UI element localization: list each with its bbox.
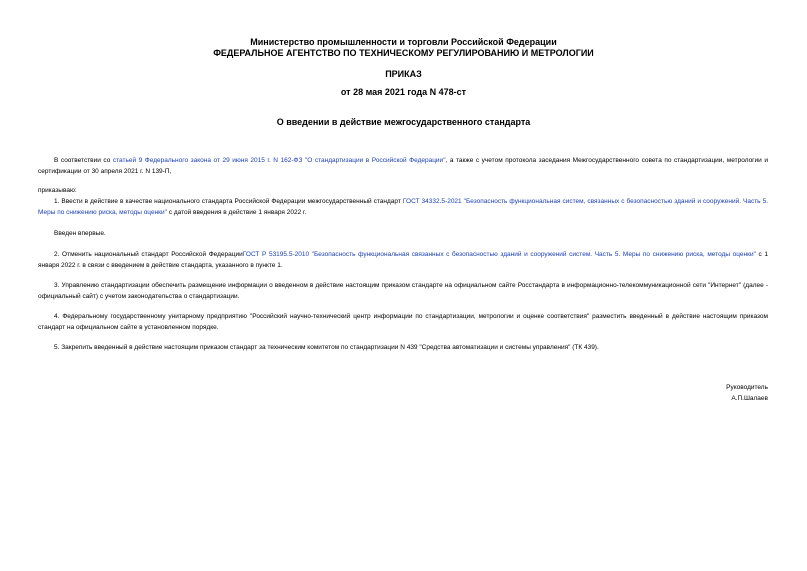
- item-5-paragraph: 5. Закрепить введенный в действие настоящим приказом стандарт за техническим комитетом по стандартизации N 439 "Средства автоматизации и системы управления" (ТК 439).: [54, 344, 599, 351]
- intro-text-before: В соответствии со: [54, 157, 113, 164]
- intro-text-after: , а также с учетом протокола заседания Межгосударственного совета по стандартизации, метрологии и сертификации от 30 апреля 2021 г. N 139-П,: [38, 157, 768, 175]
- item-1-paragraph: [38, 196, 768, 218]
- intro-paragraph: [38, 155, 768, 177]
- subject-heading: О введении в действие межгосударственного стандарта: [276, 117, 531, 127]
- orders-paragraph: приказываю:: [38, 187, 77, 194]
- item-2-text-before: 2. Отменить национальный стандарт Российской Федерации: [54, 251, 243, 258]
- document-type-heading: ПРИКАЗ: [385, 69, 422, 79]
- item-2-paragraph: [38, 249, 768, 271]
- signature-name: А.П.Шалаев: [731, 395, 768, 402]
- item-3-paragraph: 3. Управлению стандартизации обеспечить размещение информации о введенном в действие настоящим приказом стандарте на официальном сайте Росстандарта в информационно-телекоммуникационной сети "Интернет" (далее - официальный сайт) с учетом законодательства о стандартизации.: [38, 282, 768, 300]
- item-4-paragraph: 4. Федеральному государственному унитарному предприятию "Российский научно-технический центр информации по стандартизации, метрологии и оценке соответствия" разместить введенный в действие настоящим приказом стандарт на официальном сайте в установленном порядке.: [38, 313, 768, 331]
- gost-r-53195-link[interactable]: ГОСТ Р 53195.5-2010 "Безопасность функциональная связанных с безопасностью зданий и сооружений систем. Часть 5. Меры по снижению риска, методы оценки": [242, 251, 756, 258]
- signature-title: Руководитель: [726, 384, 768, 391]
- item-1-text-before: 1. Ввести в действие в качестве национального стандарта Российской Федерации межгосударственный стандарт: [54, 198, 403, 205]
- federal-law-link[interactable]: статьей 9 Федерального закона от 29 июня 2015 г. N 162-ФЗ "О стандартизации в Российской Федерации": [112, 157, 446, 164]
- ministry-heading: Министерство промышленности и торговли Российской Федерации: [250, 37, 557, 47]
- first-time-note: Введен впервые.: [54, 230, 106, 237]
- item-2-text-after: с 1 января 2022 г. в связи с введением в действие стандарта, указанного в пункте 1.: [38, 251, 768, 269]
- gost-34332-link[interactable]: ГОСТ 34332.5-2021 "Безопасность функциональная систем, связанных с безопасностью зданий и сооружений. Часть 5. Меры по снижению риска, методы оценки": [38, 198, 768, 216]
- agency-heading: ФЕДЕРАЛЬНОЕ АГЕНТСТВО ПО ТЕХНИЧЕСКОМУ РЕГУЛИРОВАНИЮ И МЕТРОЛОГИИ: [213, 48, 594, 58]
- date-number-heading: от 28 мая 2021 года N 478-ст: [340, 87, 467, 97]
- item-1-text-after: с датой введения в действие 1 января 2022 г.: [166, 209, 307, 216]
